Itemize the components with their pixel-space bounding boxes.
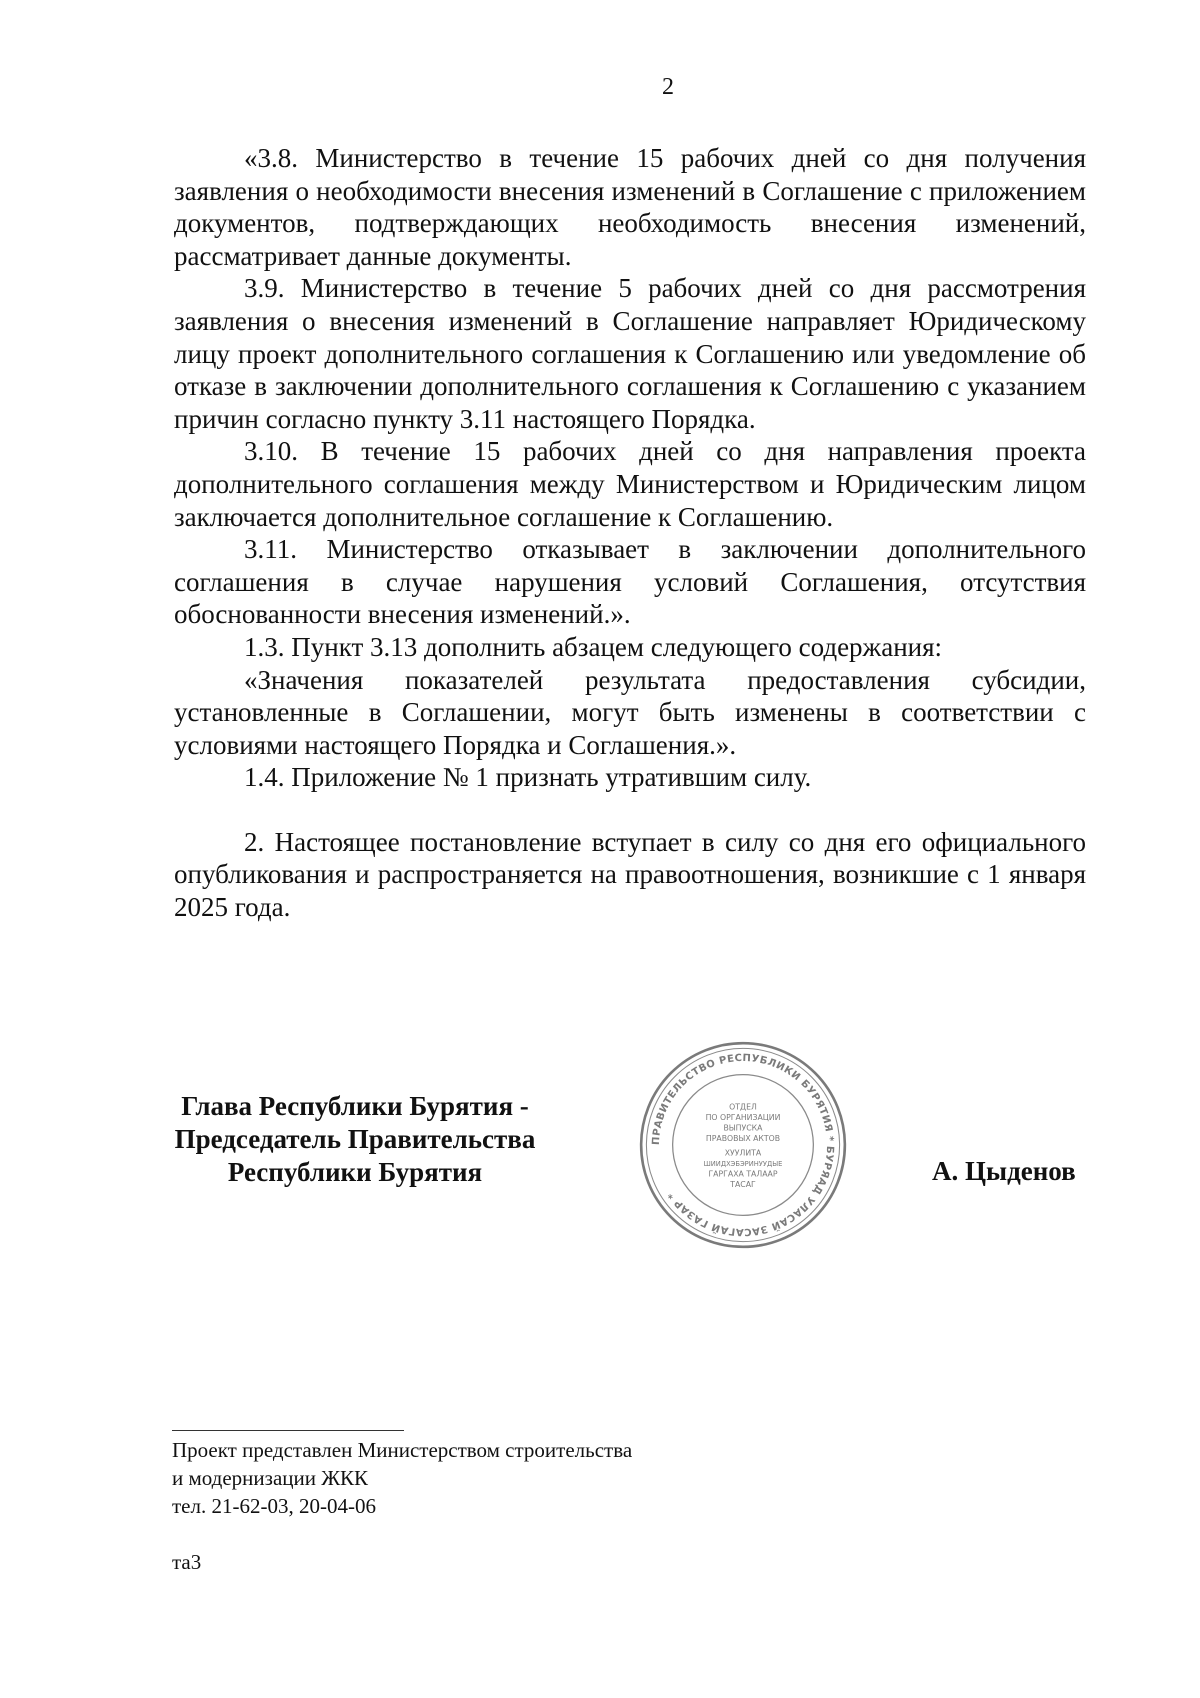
svg-text:ХУУЛИТА: ХУУЛИТА <box>724 1148 762 1158</box>
svg-text:ПРАВОВЫХ АКТОВ: ПРАВОВЫХ АКТОВ <box>705 1133 781 1143</box>
official-seal <box>638 1040 848 1250</box>
seal-center-text <box>704 1102 783 1189</box>
paragraph-2: 2. Настоящее постановление вступает в силу со дня его официального опубликования и распространяется на правоотношения, возникшие с 1 января 2025 года. <box>174 826 1086 923</box>
svg-text:ПО ОРГАНИЗАЦИИ: ПО ОРГАНИЗАЦИИ <box>705 1112 781 1122</box>
paragraph-3-10: 3.10. В течение 15 рабочих дней со дня направления проекта дополнительного соглашения между Министерством и Юридическим лицом заключается дополнительное соглашение к Соглашению. <box>174 436 1086 532</box>
svg-text:ШИИДХЭБЭРИНУУДЫЕ: ШИИДХЭБЭРИНУУДЫЕ <box>703 1160 783 1168</box>
svg-text:ВЫПУСКА: ВЫПУСКА <box>723 1123 763 1133</box>
seal-center-ring <box>673 1075 814 1216</box>
document-code: та3 <box>172 1550 202 1574</box>
footer-divider <box>172 1430 404 1431</box>
footer-line: Проект представлен Министерством строительства <box>172 1438 633 1462</box>
footer-line: и модернизации ЖКК <box>172 1466 369 1490</box>
seal-graphic <box>638 1040 848 1250</box>
paragraph-3-8: «3.8. Министерство в течение 15 рабочих дней со дня получения заявления о необходимости внесения изменений в Соглашение с приложением документов, подтверждающих необходимость внесения изменений, рассматривает данные документы. <box>174 143 1086 271</box>
seal-inner-ring <box>646 1048 839 1241</box>
paragraph-3-11: 3.11. Министерство отказывает в заключении дополнительного соглашения в случае нарушения условий Соглашения, отсутствия обоснованности внесения изменений.». <box>174 534 1086 630</box>
signatory-position <box>150 1090 560 1189</box>
footer-line: тел. 21-62-03, 20-04-06 <box>172 1494 376 1518</box>
page-number: 2 <box>662 74 674 100</box>
paragraph-1-3: 1.3. Пункт 3.13 дополнить абзацем следующего содержания: <box>244 631 943 662</box>
paragraph-3-9: 3.9. Министерство в течение 5 рабочих дней со дня рассмотрения заявления о внесения изменений в Соглашение направляет Юридическому лицу проект дополнительного соглашения к Соглашению или уведомление об отказе в заключении дополнительного соглашения к Соглашению с указанием причин согласно пункту 3.11 настоящего Порядка. <box>174 273 1086 434</box>
svg-text:ТАСАГ: ТАСАГ <box>730 1180 756 1189</box>
signatory-name: А. Цыденов <box>932 1156 1076 1186</box>
signatory-position-line: Председатель Правительства <box>174 1124 536 1154</box>
footer-note <box>172 1436 632 1520</box>
signatory-position-line: Глава Республики Бурятия - <box>181 1091 529 1121</box>
paragraph-1-4: 1.4. Приложение № 1 признать утратившим силу. <box>244 762 812 793</box>
document-body <box>174 142 1086 924</box>
paragraph-1-3-quote: «Значения показателей результата предоставления субсидии, установленные в Соглашении, могут быть изменены в соответствии с условиями настоящего Порядка и Соглашения.». <box>174 664 1086 760</box>
signatory-position-line: Республики Бурятия <box>227 1157 483 1187</box>
svg-text:ГАРГАХА ТАЛААР: ГАРГАХА ТАЛААР <box>708 1169 778 1179</box>
seal-outer-ring <box>641 1043 845 1247</box>
svg-text:ОТДЕЛ: ОТДЕЛ <box>729 1102 757 1112</box>
seal-ring-text: ПРАВИТЕЛЬСТВО РЕСПУБЛИКИ БУРЯТИЯ * БУРЯАД УЛАСАЙ ЗАСАГАЙ ГАЗАР * <box>650 1052 836 1238</box>
